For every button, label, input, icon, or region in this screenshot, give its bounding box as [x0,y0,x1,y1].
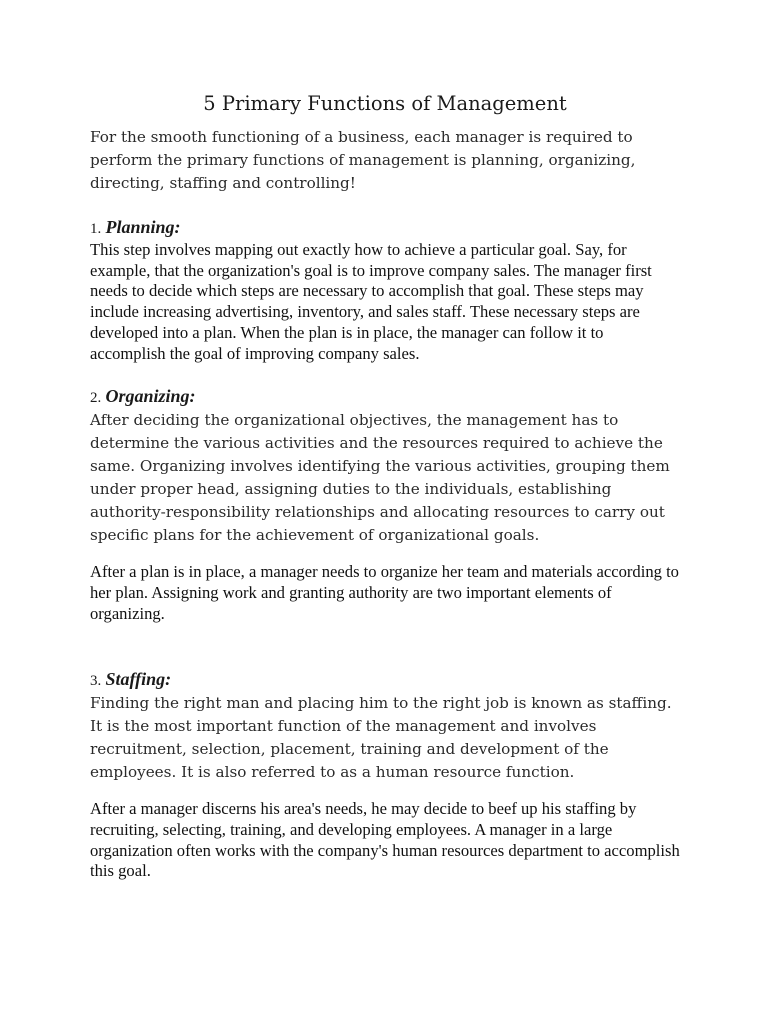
section-paragraph: This step involves mapping out exactly how to achieve a particular goal. Say, for example, that the organization's goal is to improve company sales. The manager first needs to decide which steps are necessary to accomplish that goal. These steps may include increasing advertising, inventory, and sales staff. These necessary steps are developed into a plan. When the plan is in place, the manager can follow it to accomplish the goal of improving company sales. [90,240,652,363]
section-number: 1. [90,221,102,237]
section-title: Planning: [105,217,181,237]
document-page [90,90,680,882]
intro-paragraph: For the smooth functioning of a business, each manager is required to perform the primary functions of management is planning, organizing, directing, staffing and controlling! [90,128,636,192]
section-paragraph: After a manager discerns his area's needs, he may decide to beef up his staffing by recruiting, selecting, training, and developing employees. A manager in a large organization often works with the company's human resources department to accomplish this goal. [90,799,680,881]
section-number: 3. [90,673,102,690]
section-paragraph: After a plan is in place, a manager needs to organize her team and materials according to her plan. Assigning work and granting authority are two important elements of organizing. [90,562,679,623]
section-organizing [90,385,680,624]
section-title: Organizing: [105,386,196,407]
section-staffing [90,668,680,882]
section-paragraph: After deciding the organizational objectives, the management has to determine the various activities and the resources required to achieve the same. Organizing involves identifying the various activities, grouping them under proper head, assigning duties to the individuals, establishing authority-responsibility relationships and allocating resources to carry out specific plans for the achievement of organizational goals. [90,411,670,545]
section-title: Staffing: [105,669,172,690]
section-number: 2. [90,390,102,407]
section-paragraph: Finding the right man and placing him to the right job is known as staffing. It is the most important function of the management and involves recruitment, selection, placement, training and development of the employees. It is also referred to as a human resource function. [90,694,672,782]
section-heading [90,385,680,409]
document-title: 5 Primary Functions of Management [203,92,567,115]
section-planning [90,216,680,364]
section-heading [90,216,680,240]
section-heading [90,668,680,692]
